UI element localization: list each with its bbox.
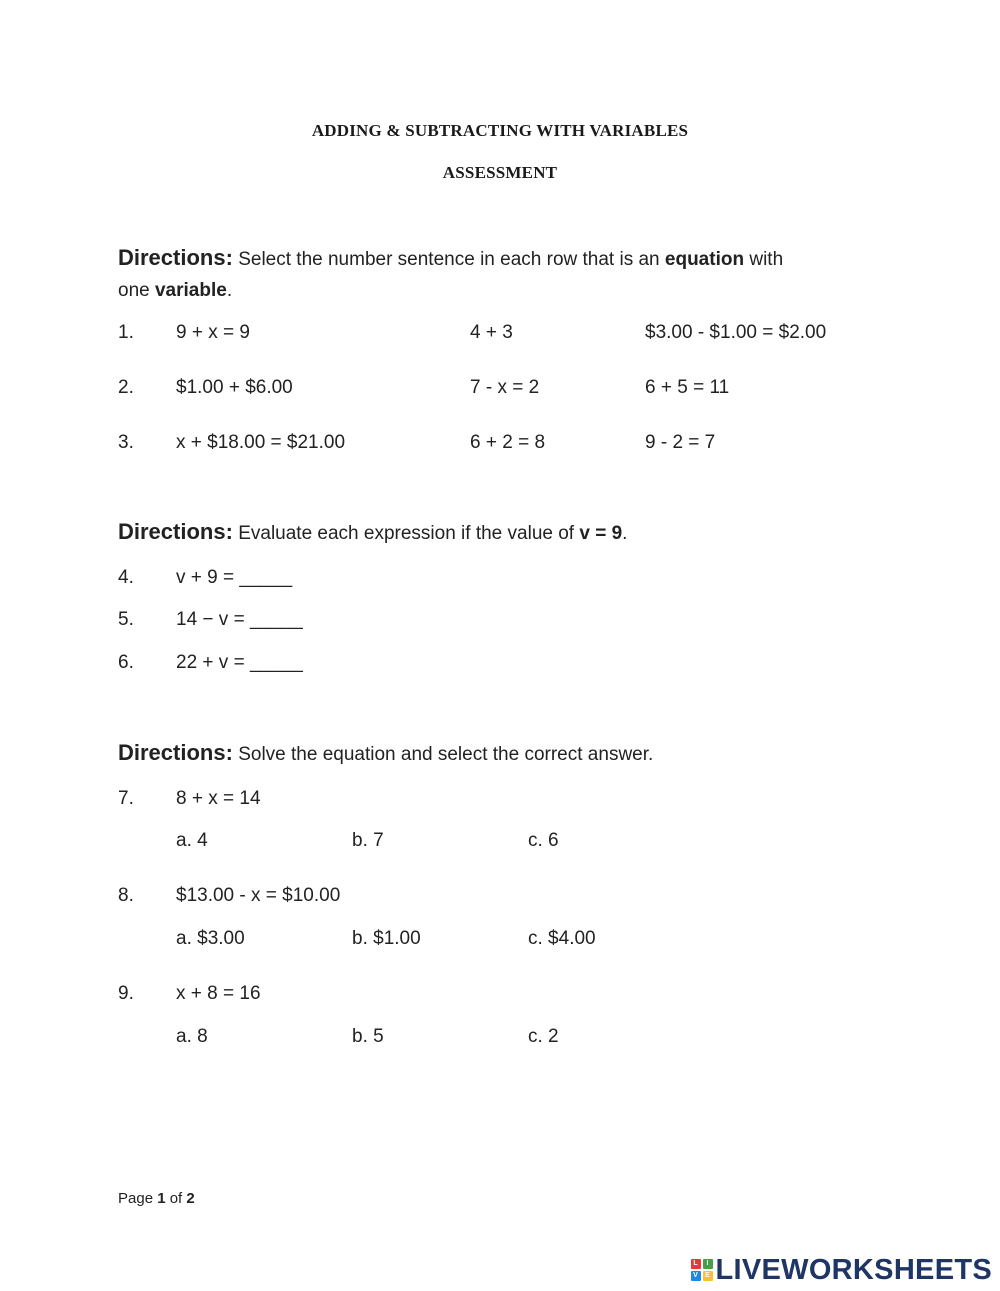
directions-2: Directions: Evaluate each expression if the value of v = 9.: [118, 519, 628, 544]
answer-choice[interactable]: b. $1.00: [352, 928, 421, 949]
expression-blank[interactable]: 22 + v = _____: [176, 652, 303, 673]
worksheet-subtitle: ASSESSMENT: [442, 163, 558, 182]
answer-option[interactable]: $1.00 + $6.00: [176, 377, 293, 398]
logo-block: V: [691, 1271, 701, 1281]
equation: x + 8 = 16: [176, 983, 261, 1004]
equation: $13.00 - x = $10.00: [176, 885, 341, 906]
question-number: 3.: [118, 432, 134, 453]
keyword-equation: equation: [664, 249, 745, 270]
answer-choice[interactable]: a. 4: [176, 830, 208, 851]
logo-blocks-icon: [691, 1259, 713, 1281]
expression-blank[interactable]: 14 − v = _____: [176, 609, 303, 630]
liveworksheets-logo: [691, 1252, 993, 1288]
directions-label: Directions:: [118, 245, 233, 270]
answer-option[interactable]: $3.00 - $1.00 = $2.00: [645, 322, 827, 343]
answer-choice[interactable]: c. 6: [528, 830, 559, 851]
answer-choice[interactable]: c. $4.00: [528, 928, 596, 949]
answer-choice[interactable]: c. 2: [528, 1026, 559, 1047]
equation: 8 + x = 14: [176, 788, 261, 809]
logo-block: E: [703, 1271, 713, 1281]
question-number: 1.: [118, 322, 134, 343]
question-number: 8.: [118, 885, 134, 906]
answer-choice[interactable]: a. $3.00: [176, 928, 245, 949]
directions-3: Directions: Solve the equation and select the correct answer.: [118, 740, 654, 765]
question-number: 9.: [118, 983, 134, 1004]
question-number: 6.: [118, 652, 134, 673]
answer-choice[interactable]: b. 5: [352, 1026, 384, 1047]
directions-1-line-2: one variable.: [118, 280, 233, 301]
directions-label: Directions:: [118, 519, 233, 544]
logo-text: LIVEWORKSHEETS: [715, 1253, 992, 1286]
question-number: 2.: [118, 377, 134, 398]
keyword-v-value: v = 9: [579, 523, 623, 544]
answer-option[interactable]: 9 + x = 9: [176, 322, 250, 343]
answer-option[interactable]: x + $18.00 = $21.00: [176, 432, 346, 453]
answer-choice[interactable]: b. 7: [352, 830, 384, 851]
answer-choice[interactable]: a. 8: [176, 1026, 208, 1047]
question-number: 4.: [118, 567, 134, 588]
expression-blank[interactable]: v + 9 = _____: [176, 567, 293, 588]
directions-label: Directions:: [118, 740, 233, 765]
answer-option[interactable]: 4 + 3: [470, 322, 513, 343]
question-number: 7.: [118, 788, 134, 809]
directions-1-line-1: Directions: Select the number sentence in each row that is an equation with: [118, 245, 784, 270]
answer-option[interactable]: 6 + 2 = 8: [470, 432, 546, 453]
answer-option[interactable]: 6 + 5 = 11: [645, 377, 730, 398]
logo-block: I: [703, 1259, 713, 1269]
answer-option[interactable]: 7 - x = 2: [470, 377, 540, 398]
question-number: 5.: [118, 609, 134, 630]
logo-block: L: [691, 1259, 701, 1269]
page-indicator: Page 1 of 2: [118, 1190, 195, 1207]
keyword-variable: variable: [154, 280, 227, 301]
answer-option[interactable]: 9 - 2 = 7: [645, 432, 716, 453]
worksheet-title: ADDING & SUBTRACTING WITH VARIABLES: [311, 121, 689, 140]
